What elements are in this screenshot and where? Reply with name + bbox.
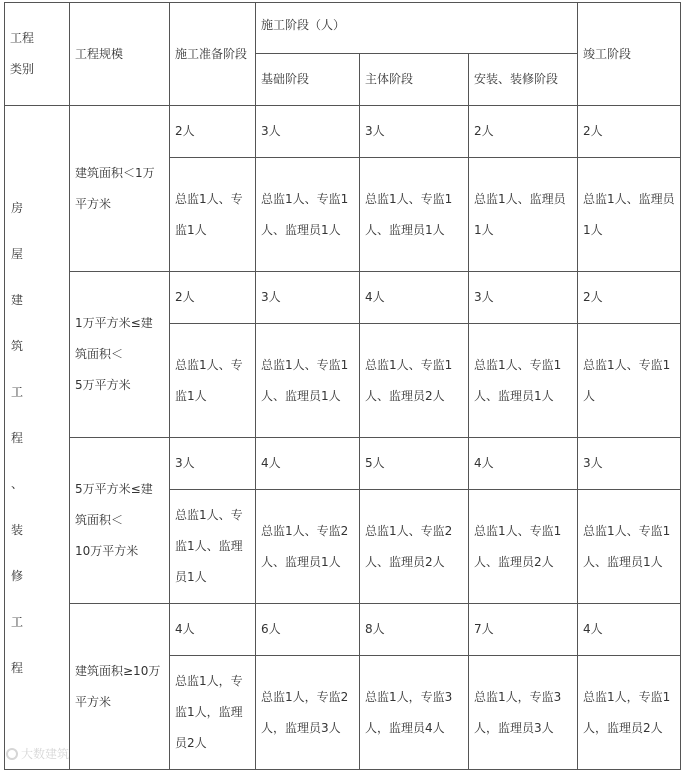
category-char: 装 [11, 522, 24, 537]
total-cell: 3人 [256, 106, 360, 158]
detail-cell: 总监1人、专监1人 [578, 324, 681, 438]
scale-line: 5万平方米≤建 [75, 482, 153, 496]
total-cell: 8人 [360, 604, 469, 656]
scale-cell: 建筑面积＜1万平方米 [70, 106, 170, 272]
detail-cell: 总监1人，专监2人，监理员3人 [256, 656, 360, 770]
staffing-table [4, 2, 681, 770]
scale-cell [70, 438, 170, 604]
detail-cell: 总监1人，专监1人，监理员2人 [578, 656, 681, 770]
watermark-logo-icon [6, 748, 18, 760]
detail-cell: 总监1人、专监2人、监理员2人 [360, 490, 469, 604]
scale-line: 筑面积＜ [75, 347, 124, 361]
category-char: 工 [11, 384, 24, 399]
detail-cell: 总监1人，专监3人，监理员4人 [360, 656, 469, 770]
category-char: 程 [11, 430, 24, 445]
scale-line: 筑面积＜ [75, 513, 124, 527]
category-char: 修 [11, 568, 24, 583]
total-cell: 3人 [256, 272, 360, 324]
total-cell: 4人 [469, 438, 578, 490]
scale-cell: 建筑面积≥10万平方米 [70, 604, 170, 770]
category-char: 、 [11, 476, 24, 491]
watermark [6, 745, 69, 762]
detail-cell: 总监1人、专监1人、监理员1人 [469, 324, 578, 438]
detail-cell: 总监1人、专监1人、监理员1人 [170, 490, 256, 604]
header-category-line-2: 类别 [10, 62, 35, 76]
category-cell [5, 106, 70, 770]
watermark-text: 大数建筑 [21, 747, 70, 761]
total-cell: 2人 [469, 106, 578, 158]
category-char: 房 [11, 200, 24, 215]
header-main-body: 主体阶段 [360, 54, 469, 106]
detail-cell: 总监1人、专监2人、监理员1人 [256, 490, 360, 604]
category-char: 工 [11, 614, 24, 629]
scale-cell [70, 272, 170, 438]
category-char: 筑 [11, 338, 24, 353]
total-cell: 3人 [469, 272, 578, 324]
header-construction-stage: 施工阶段（人） [256, 3, 578, 54]
total-cell: 7人 [469, 604, 578, 656]
total-cell: 2人 [170, 106, 256, 158]
header-foundation: 基础阶段 [256, 54, 360, 106]
header-category [5, 3, 70, 106]
header-install: 安装、装修阶段 [469, 54, 578, 106]
total-cell: 2人 [578, 106, 681, 158]
category-char: 建 [11, 292, 24, 307]
scale-line: 5万平方米 [75, 378, 131, 392]
header-completion-stage: 竣工阶段 [578, 3, 681, 106]
header-scale: 工程规模 [70, 3, 170, 106]
total-cell: 6人 [256, 604, 360, 656]
category-char: 程 [11, 660, 24, 675]
detail-cell: 总监1人、专监1人、监理员2人 [469, 490, 578, 604]
total-cell: 4人 [360, 272, 469, 324]
detail-cell: 总监1人、专监1人、监理员1人 [256, 324, 360, 438]
detail-cell: 总监1人，专监1人，监理员2人 [170, 656, 256, 770]
detail-cell: 总监1人，专监3人，监理员3人 [469, 656, 578, 770]
header-category-line-1: 工程 [10, 31, 35, 45]
detail-cell: 总监1人、专监1人 [170, 158, 256, 272]
detail-cell: 总监1人、专监1人 [170, 324, 256, 438]
detail-cell: 总监1人、专监1人、监理员1人 [360, 158, 469, 272]
total-cell: 2人 [170, 272, 256, 324]
header-prep-stage: 施工准备阶段 [170, 3, 256, 106]
total-cell: 4人 [170, 604, 256, 656]
total-cell: 4人 [256, 438, 360, 490]
detail-cell: 总监1人、专监1人、监理员2人 [360, 324, 469, 438]
detail-cell: 总监1人、监理员1人 [578, 158, 681, 272]
total-cell: 3人 [170, 438, 256, 490]
total-cell: 3人 [360, 106, 469, 158]
total-cell: 3人 [578, 438, 681, 490]
scale-line: 1万平方米≤建 [75, 316, 153, 330]
total-cell: 4人 [578, 604, 681, 656]
detail-cell: 总监1人、专监1人、监理员1人 [256, 158, 360, 272]
detail-cell: 总监1人、专监1人、监理员1人 [578, 490, 681, 604]
category-char: 屋 [11, 246, 24, 261]
scale-line: 10万平方米 [75, 544, 139, 558]
total-cell: 5人 [360, 438, 469, 490]
total-cell: 2人 [578, 272, 681, 324]
detail-cell: 总监1人、监理员1人 [469, 158, 578, 272]
